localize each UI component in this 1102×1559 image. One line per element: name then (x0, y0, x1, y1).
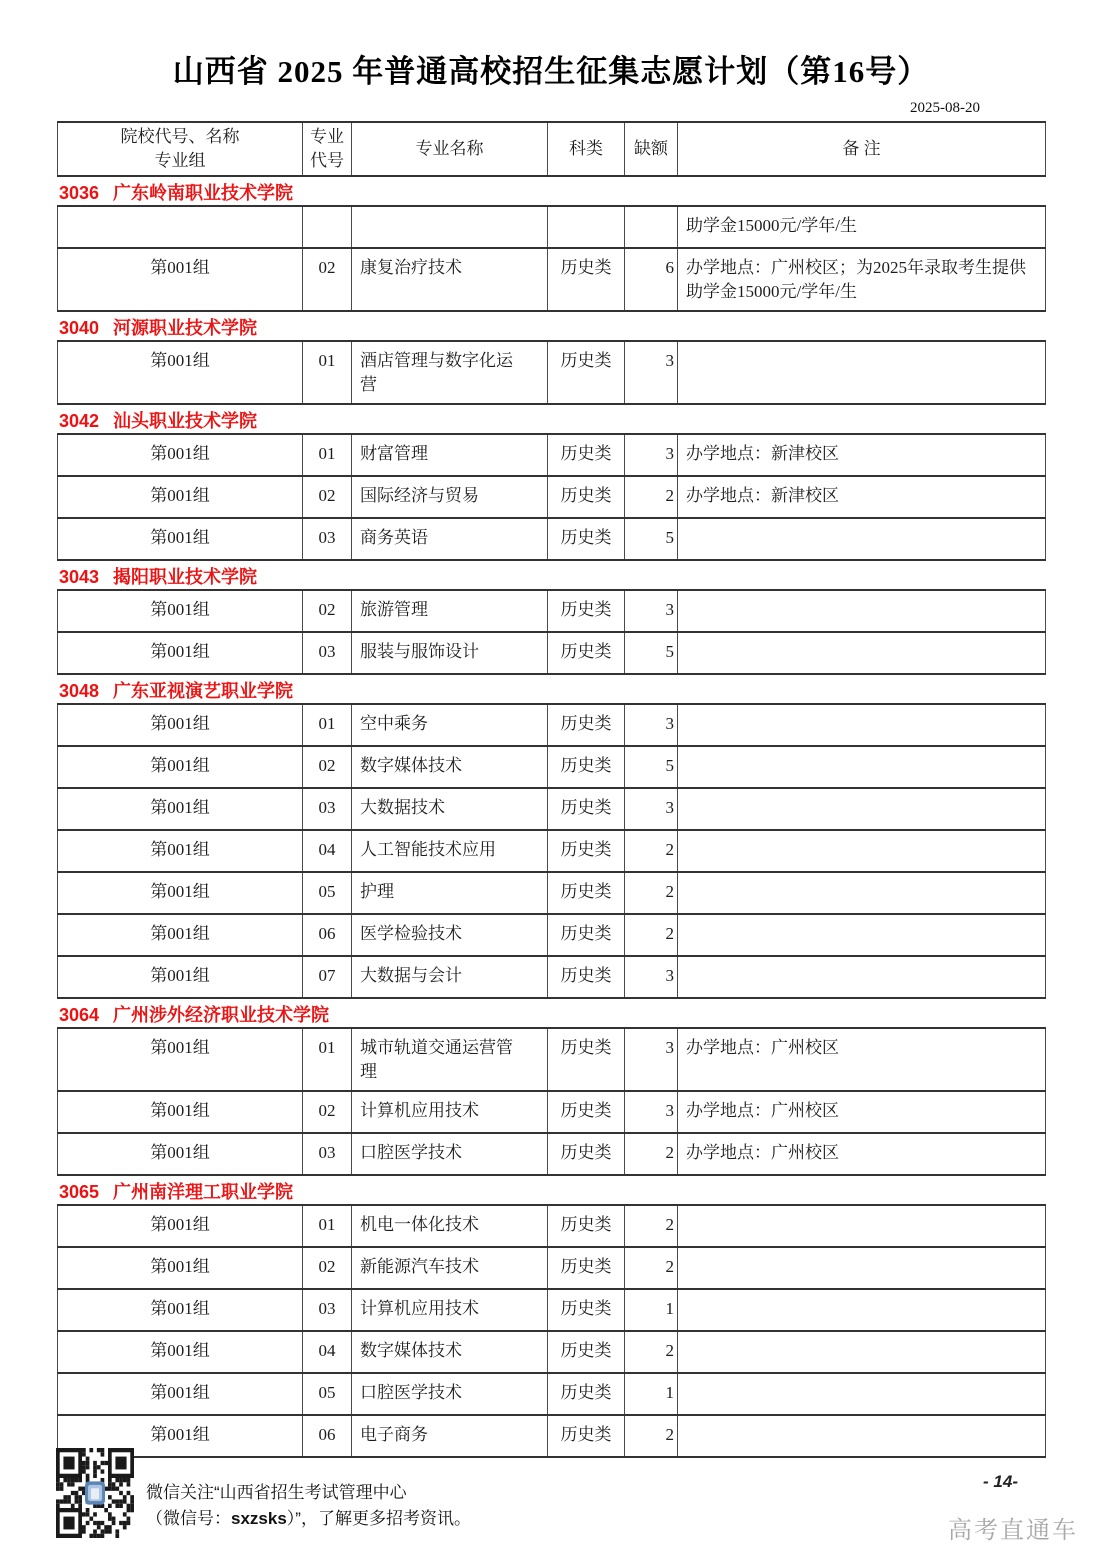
college-code: 3064 (59, 1005, 100, 1025)
page-title: 山西省 2025 年普通高校招生征集志愿计划（第16号） (172, 54, 930, 89)
cell-remark (678, 1206, 1046, 1246)
cell-major-name: 计算机应用技术 (352, 1290, 548, 1330)
cell-major-name: 电子商务 (352, 1416, 548, 1456)
cell-major-name: 护理 (352, 873, 548, 913)
cell-remark (678, 342, 1046, 403)
cell-vacancy: 2 (625, 873, 678, 913)
cell-vacancy: 3 (625, 591, 678, 631)
cell-major-code: 03 (303, 633, 352, 673)
college-name: 广州南洋理工职业学院 (113, 1182, 294, 1202)
college-name: 河源职业技术学院 (113, 318, 258, 338)
table-row (57, 435, 1046, 477)
cell-subject: 历史类 (548, 591, 625, 631)
cell-major-name: 口腔医学技术 (352, 1134, 548, 1174)
cell-remark: 办学地点：新津校区 (678, 477, 1046, 517)
cell-group: 第001组 (57, 633, 303, 673)
cell-vacancy: 2 (625, 915, 678, 955)
cell-group: 第001组 (57, 705, 303, 745)
cell-vacancy: 1 (625, 1374, 678, 1414)
cell-subject: 历史类 (548, 1248, 625, 1288)
college-section-header (57, 999, 1046, 1029)
cell-group: 第001组 (57, 477, 303, 517)
cell-group: 第001组 (57, 1248, 303, 1288)
table-row (57, 1332, 1046, 1374)
college-section-header (57, 675, 1046, 705)
cell-subject: 历史类 (548, 633, 625, 673)
cell-remark (678, 873, 1046, 913)
cell-group: 第001组 (57, 1029, 303, 1090)
cell-remark (678, 957, 1046, 997)
cell-remark (678, 633, 1046, 673)
cell-major-code: 02 (303, 591, 352, 631)
cell-group: 第001组 (57, 1092, 303, 1132)
cell-major-code: 03 (303, 1134, 352, 1174)
cell-subject: 历史类 (548, 957, 625, 997)
table-body (57, 177, 1046, 1458)
cell-major-code: 05 (303, 873, 352, 913)
cell-major-name: 城市轨道交通运营管理 (352, 1029, 548, 1090)
cell-vacancy: 3 (625, 342, 678, 403)
cell-remark (678, 1374, 1046, 1414)
cell-vacancy: 3 (625, 1029, 678, 1090)
table-header-row (57, 123, 1046, 177)
cell-subject: 历史类 (548, 1416, 625, 1456)
cell-subject: 历史类 (548, 831, 625, 871)
cell-subject: 历史类 (548, 705, 625, 745)
cell-subject: 历史类 (548, 342, 625, 403)
cell-subject: 历史类 (548, 1374, 625, 1414)
cell-major-code: 02 (303, 477, 352, 517)
cell-remark: 办学地点：新津校区 (678, 435, 1046, 475)
college-code: 3043 (59, 567, 100, 587)
header-vacancy: 缺额 (625, 123, 678, 175)
cell-vacancy: 5 (625, 633, 678, 673)
date-label: 2025-08-20 (910, 100, 980, 116)
table-row (57, 1248, 1046, 1290)
cell-group: 第001组 (57, 1332, 303, 1372)
cell-subject (548, 207, 625, 247)
cell-major-code: 01 (303, 1206, 352, 1246)
qr-code (56, 1448, 134, 1538)
cell-subject: 历史类 (548, 747, 625, 787)
table-row (57, 1290, 1046, 1332)
cell-vacancy (625, 207, 678, 247)
table-row (57, 207, 1046, 249)
cell-vacancy: 5 (625, 519, 678, 559)
cell-major-code: 02 (303, 1092, 352, 1132)
cell-major-code: 06 (303, 1416, 352, 1456)
table-row (57, 477, 1046, 519)
cell-subject: 历史类 (548, 915, 625, 955)
cell-major-name: 医学检验技术 (352, 915, 548, 955)
cell-remark (678, 1332, 1046, 1372)
cell-major-name: 旅游管理 (352, 591, 548, 631)
college-code: 3065 (59, 1182, 100, 1202)
cell-vacancy: 2 (625, 1206, 678, 1246)
cell-vacancy: 3 (625, 705, 678, 745)
college-name: 广州涉外经济职业技术学院 (113, 1005, 330, 1025)
cell-group: 第001组 (57, 957, 303, 997)
cell-group: 第001组 (57, 747, 303, 787)
cell-subject: 历史类 (548, 1134, 625, 1174)
cell-major-name: 机电一体化技术 (352, 1206, 548, 1246)
cell-major-code: 04 (303, 1332, 352, 1372)
cell-vacancy: 3 (625, 1092, 678, 1132)
cell-major-name: 服装与服饰设计 (352, 633, 548, 673)
cell-remark (678, 705, 1046, 745)
cell-subject: 历史类 (548, 519, 625, 559)
cell-major-name: 口腔医学技术 (352, 1374, 548, 1414)
cell-remark (678, 831, 1046, 871)
cell-group: 第001组 (57, 1206, 303, 1246)
cell-vacancy: 3 (625, 789, 678, 829)
cell-vacancy: 2 (625, 831, 678, 871)
college-section-header (57, 1176, 1046, 1206)
cell-group: 第001组 (57, 435, 303, 475)
cell-subject: 历史类 (548, 1206, 625, 1246)
cell-major-code (303, 207, 352, 247)
table-row (57, 957, 1046, 999)
cell-major-name: 商务英语 (352, 519, 548, 559)
footer-note-line2: （微信号：sxzsks）”，了解更多招考资讯。 (146, 1509, 471, 1528)
college-code: 3036 (59, 183, 100, 203)
cell-vacancy: 5 (625, 747, 678, 787)
college-name: 揭阳职业技术学院 (113, 567, 258, 587)
table-row (57, 1206, 1046, 1248)
college-code: 3048 (59, 681, 100, 701)
header-college: 院校代号、名称 专业组 (57, 123, 303, 175)
cell-remark (678, 1248, 1046, 1288)
cell-group: 第001组 (57, 1134, 303, 1174)
table-row (57, 705, 1046, 747)
cell-major-code: 01 (303, 1029, 352, 1090)
college-name: 广东亚视演艺职业学院 (113, 681, 294, 701)
cell-major-code: 06 (303, 915, 352, 955)
table-row (57, 633, 1046, 675)
footer-note-line1: 微信关注“山西省招生考试管理中心 (146, 1483, 407, 1502)
cell-vacancy: 6 (625, 249, 678, 310)
cell-major-name: 新能源汽车技术 (352, 1248, 548, 1288)
table-row (57, 1134, 1046, 1176)
cell-remark: 助学金15000元/学年/生 (678, 207, 1046, 247)
table-row (57, 342, 1046, 405)
cell-group: 第001组 (57, 342, 303, 403)
header-major-code: 专业 代号 (303, 123, 352, 175)
cell-major-name: 大数据技术 (352, 789, 548, 829)
cell-group (57, 207, 303, 247)
cell-vacancy: 2 (625, 477, 678, 517)
cell-remark (678, 519, 1046, 559)
cell-major-name: 财富管理 (352, 435, 548, 475)
table-row (57, 591, 1046, 633)
cell-major-name: 大数据与会计 (352, 957, 548, 997)
cell-remark (678, 1290, 1046, 1330)
cell-remark: 办学地点：广州校区；为2025年录取考生提供助学金15000元/学年/生 (678, 249, 1046, 310)
cell-subject: 历史类 (548, 789, 625, 829)
college-section-header (57, 561, 1046, 591)
footer-note (146, 1480, 471, 1532)
cell-major-code: 04 (303, 831, 352, 871)
cell-major-name: 数字媒体技术 (352, 747, 548, 787)
cell-subject: 历史类 (548, 435, 625, 475)
cell-major-name: 康复治疗技术 (352, 249, 548, 310)
college-name: 汕头职业技术学院 (113, 411, 258, 431)
cell-vacancy: 2 (625, 1134, 678, 1174)
cell-major-name: 国际经济与贸易 (352, 477, 548, 517)
cell-major-code: 01 (303, 342, 352, 403)
college-name: 广东岭南职业技术学院 (113, 183, 294, 203)
cell-vacancy: 1 (625, 1290, 678, 1330)
cell-group: 第001组 (57, 1290, 303, 1330)
college-section-header (57, 177, 1046, 207)
cell-major-code: 02 (303, 249, 352, 310)
cell-subject: 历史类 (548, 477, 625, 517)
cell-group: 第001组 (57, 831, 303, 871)
table-row (57, 1029, 1046, 1092)
cell-remark (678, 915, 1046, 955)
cell-vacancy: 3 (625, 957, 678, 997)
cell-major-code: 07 (303, 957, 352, 997)
wechat-id: sxzsks (231, 1509, 287, 1528)
cell-remark (678, 789, 1046, 829)
cell-group: 第001组 (57, 1416, 303, 1456)
cell-remark (678, 591, 1046, 631)
college-code: 3042 (59, 411, 100, 431)
cell-major-code: 01 (303, 705, 352, 745)
cell-major-code: 01 (303, 435, 352, 475)
cell-vacancy: 3 (625, 435, 678, 475)
header-remark: 备 注 (678, 123, 1046, 175)
table-row (57, 1374, 1046, 1416)
cell-remark: 办学地点：广州校区 (678, 1134, 1046, 1174)
cell-major-name: 人工智能技术应用 (352, 831, 548, 871)
cell-major-code: 02 (303, 1248, 352, 1288)
cell-major-code: 03 (303, 519, 352, 559)
cell-major-name: 计算机应用技术 (352, 1092, 548, 1132)
cell-remark: 办学地点：广州校区 (678, 1092, 1046, 1132)
cell-remark (678, 747, 1046, 787)
cell-group: 第001组 (57, 873, 303, 913)
cell-major-code: 05 (303, 1374, 352, 1414)
cell-group: 第001组 (57, 1374, 303, 1414)
cell-vacancy: 2 (625, 1416, 678, 1456)
college-code: 3040 (59, 318, 100, 338)
cell-subject: 历史类 (548, 1332, 625, 1372)
cell-major-name: 数字媒体技术 (352, 1332, 548, 1372)
table-row (57, 873, 1046, 915)
cell-vacancy: 2 (625, 1248, 678, 1288)
page-footer (0, 1444, 1102, 1559)
cell-subject: 历史类 (548, 249, 625, 310)
cell-group: 第001组 (57, 591, 303, 631)
cell-group: 第001组 (57, 249, 303, 310)
cell-remark: 办学地点：广州校区 (678, 1029, 1046, 1090)
cell-group: 第001组 (57, 519, 303, 559)
table-row (57, 789, 1046, 831)
plan-table (57, 121, 1046, 1458)
header-subject: 科类 (548, 123, 625, 175)
cell-major-code: 03 (303, 1290, 352, 1330)
watermark: 高考直通车 (948, 1517, 1078, 1544)
table-row (57, 1092, 1046, 1134)
cell-vacancy: 2 (625, 1332, 678, 1372)
college-section-header (57, 312, 1046, 342)
cell-subject: 历史类 (548, 873, 625, 913)
table-row (57, 831, 1046, 873)
cell-group: 第001组 (57, 789, 303, 829)
college-section-header (57, 405, 1046, 435)
cell-group: 第001组 (57, 915, 303, 955)
cell-major-code: 02 (303, 747, 352, 787)
header-major-name: 专业名称 (352, 123, 548, 175)
table-row (57, 747, 1046, 789)
cell-major-name: 酒店管理与数字化运营 (352, 342, 548, 403)
cell-subject: 历史类 (548, 1290, 625, 1330)
cell-major-name: 空中乘务 (352, 705, 548, 745)
table-row (57, 249, 1046, 312)
table-row (57, 915, 1046, 957)
cell-subject: 历史类 (548, 1029, 625, 1090)
cell-subject: 历史类 (548, 1092, 625, 1132)
cell-major-name (352, 207, 548, 247)
page-number: - 14- (983, 1472, 1018, 1491)
cell-major-code: 03 (303, 789, 352, 829)
table-row (57, 519, 1046, 561)
